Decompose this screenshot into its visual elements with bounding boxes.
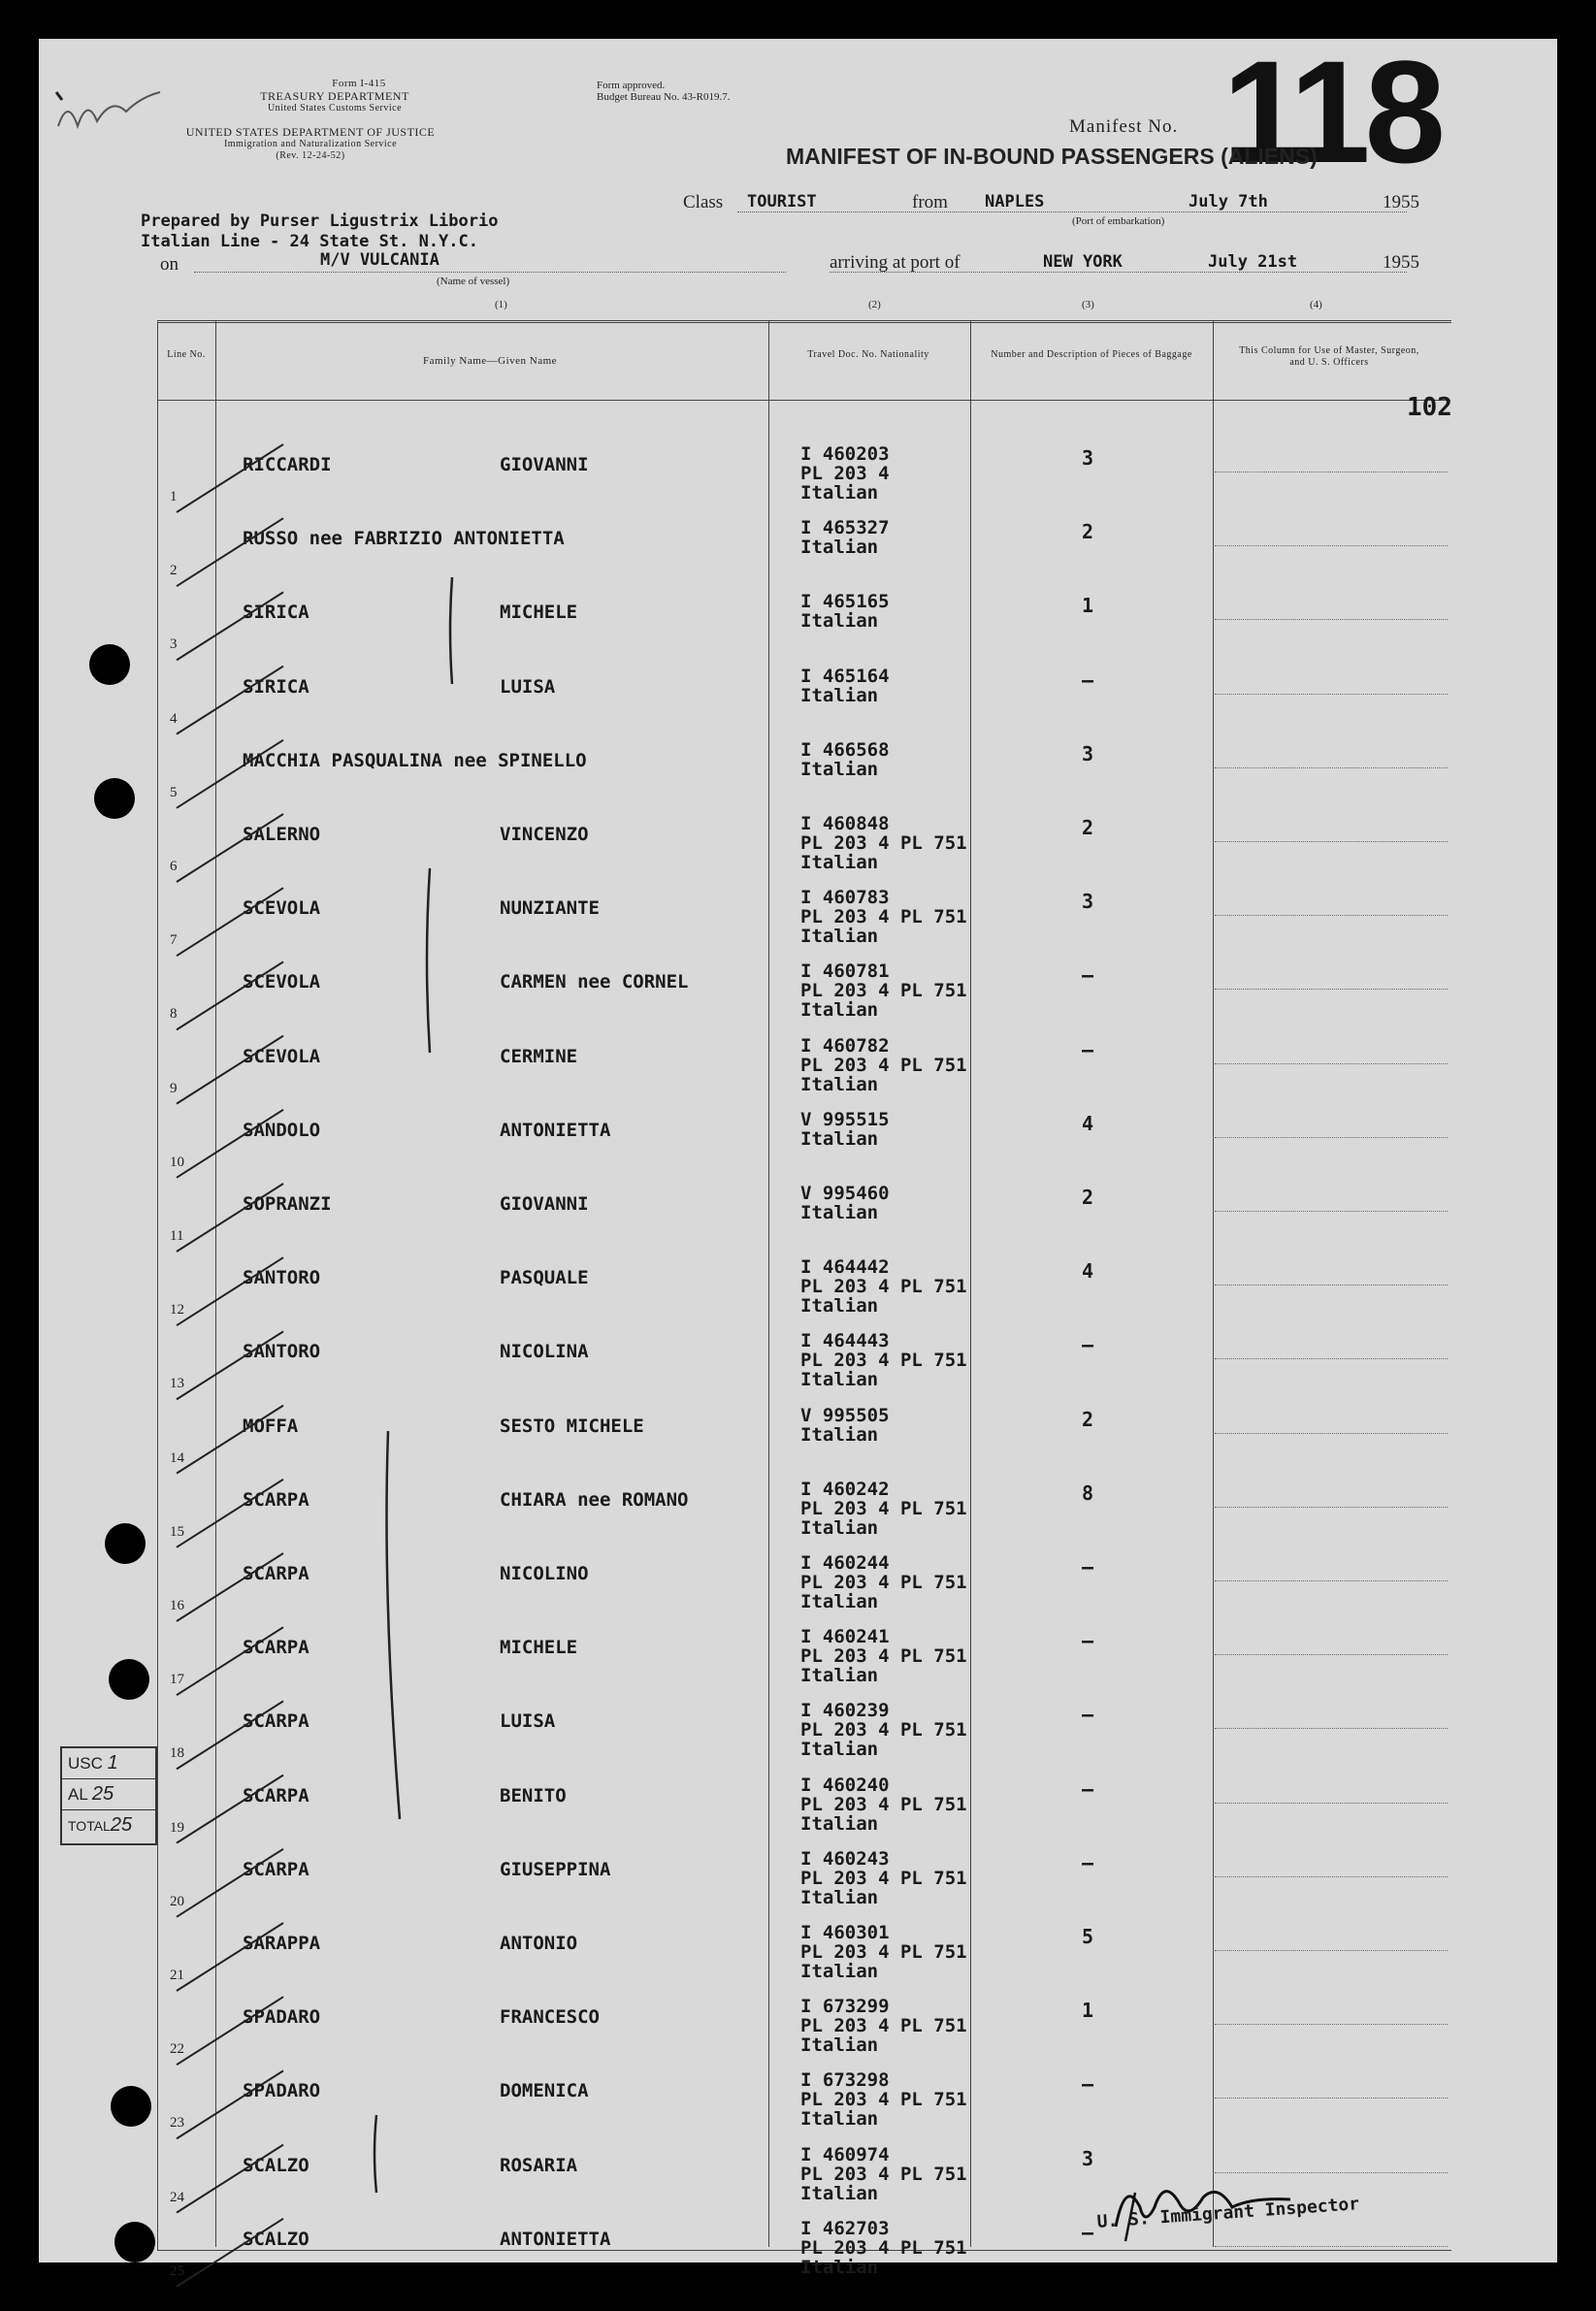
line-number: 13 (170, 1376, 184, 1392)
nationality: Italian (800, 1295, 879, 1318)
travel-doc-number: I 465164 (800, 665, 890, 687)
travel-doc-ref: PL 203 4 (800, 463, 890, 484)
check-mark (177, 2145, 283, 2213)
passenger-family-name: MOFFA (243, 1415, 299, 1437)
baggage-count: 3 (1082, 2146, 1094, 2170)
passenger-full-name: MACCHIA PASQUALINA nee SPINELLO (243, 749, 587, 771)
passenger-family-name: SCARPA (243, 1858, 309, 1880)
travel-doc-number: I 460239 (800, 1700, 890, 1722)
nationality: Italian (800, 1739, 879, 1761)
vessel-name: M/V VULCANIA (320, 250, 440, 270)
line-number: 11 (170, 1228, 184, 1244)
passenger-given-name: SESTO MICHELE (500, 1415, 644, 1437)
passenger-given-name: ANTONIETTA (500, 2228, 611, 2250)
check-mark (177, 961, 283, 1029)
passenger-family-name: SCALZO (243, 2154, 309, 2176)
travel-doc-number: V 995460 (800, 1183, 890, 1204)
line-number: 19 (170, 1819, 184, 1836)
passenger-family-name: SARAPPA (243, 1933, 321, 1954)
prepared-by: Prepared by Purser Ligustrix Liborio (141, 212, 499, 231)
passenger-given-name: LUISA (500, 675, 556, 698)
line-number: 7 (170, 932, 178, 949)
baggage-count: – (1082, 1629, 1094, 1653)
passenger-family-name: SCARPA (243, 1488, 309, 1511)
line-number: 12 (170, 1302, 184, 1318)
passenger-given-name: NICOLINO (500, 1563, 589, 1584)
from-value: NAPLES (985, 192, 1045, 212)
travel-doc-ref: PL 203 4 PL 751 (800, 906, 967, 928)
baggage-count: – (1082, 2220, 1094, 2244)
tally-total-label: TOTAL (68, 1818, 111, 1834)
column-header-travel-doc: Travel Doc. No. Nationality (807, 349, 929, 360)
nationality: Italian (800, 537, 879, 559)
check-mark (177, 1775, 283, 1843)
depart-date: July 7th (1189, 192, 1268, 212)
line-number: 3 (170, 636, 178, 653)
check-marks (39, 30, 1557, 2262)
travel-doc-number: I 466568 (800, 738, 890, 761)
line-number: 18 (170, 1745, 184, 1762)
baggage-count: 1 (1082, 1999, 1094, 2023)
check-mark (177, 740, 283, 808)
check-mark (177, 444, 283, 512)
check-mark (177, 1997, 283, 2065)
nationality: Italian (800, 1127, 879, 1150)
tally-total-value: 25 (110, 1814, 133, 1836)
baggage-count: 3 (1082, 741, 1094, 765)
prepared-address: Italian Line - 24 State St. N.Y.C. (141, 232, 478, 251)
arrival-port: NEW YORK (1043, 252, 1123, 272)
line-number: 9 (170, 1080, 178, 1096)
passenger-family-name: SANTORO (243, 1267, 321, 1289)
passenger-given-name: MICHELE (500, 602, 578, 624)
line-number: 20 (170, 1893, 184, 1909)
passenger-family-name: SCARPA (243, 1784, 309, 1806)
baggage-count: 3 (1082, 890, 1094, 914)
check-mark (177, 888, 283, 956)
arriving-label: arriving at port of (830, 252, 961, 273)
travel-doc-ref: PL 203 4 PL 751 (800, 2089, 967, 2111)
nationality: Italian (800, 999, 879, 1022)
customs-service: United States Customs Service (267, 103, 403, 114)
col-number-4: (4) (1310, 299, 1322, 310)
travel-doc-ref: PL 203 4 PL 751 (800, 1867, 967, 1889)
nationality: Italian (800, 610, 879, 633)
check-mark (177, 1701, 283, 1769)
line-number: 24 (170, 2189, 184, 2205)
baggage-count: 1 (1082, 594, 1094, 618)
baggage-count: 4 (1082, 1259, 1094, 1284)
line-number: 21 (170, 1968, 184, 1983)
passenger-family-name: RICCARDI (243, 454, 332, 475)
passenger-family-name: SCARPA (243, 1710, 309, 1733)
manifest-label: Manifest No. (1069, 116, 1179, 137)
passenger-family-name: SCEVOLA (243, 1045, 321, 1067)
travel-doc-ref: PL 203 4 PL 751 (800, 1719, 967, 1741)
passenger-given-name: MICHELE (500, 1637, 578, 1659)
passenger-given-name: CARMEN nee CORNEL (500, 971, 689, 993)
line-number: 10 (170, 1154, 184, 1170)
baggage-count: 2 (1082, 520, 1094, 544)
arrival-year: 1955 (1383, 252, 1419, 273)
passenger-given-name: ROSARIA (500, 2154, 578, 2176)
travel-doc-number: I 464442 (800, 1256, 890, 1279)
passenger-given-name: GIOVANNI (500, 454, 589, 475)
tally-al-label: AL (68, 1785, 88, 1804)
travel-doc-number: I 460782 (800, 1034, 890, 1057)
nationality: Italian (800, 1369, 879, 1391)
travel-doc-number: I 460848 (800, 813, 890, 834)
tally-box (60, 1746, 157, 1845)
passenger-full-name: RUSSO nee FABRIZIO ANTONIETTA (243, 528, 565, 550)
passenger-family-name: SCEVOLA (243, 897, 321, 920)
passenger-given-name: GIUSEPPINA (500, 1858, 611, 1880)
nationality: Italian (800, 1591, 879, 1612)
travel-doc-ref: PL 203 4 PL 751 (800, 2015, 967, 2037)
signature-caption: U. S. Immigrant Inspector (1096, 2194, 1360, 2232)
baggage-count: 2 (1082, 1186, 1094, 1209)
tally-al (62, 1779, 155, 1810)
check-mark (177, 1110, 283, 1178)
nationality: Italian (800, 852, 879, 873)
passenger-given-name: ANTONIO (500, 1933, 578, 1954)
manifest-title: MANIFEST OF IN-BOUND PASSENGERS (ALIENS) (786, 144, 1318, 169)
passenger-family-name: SCEVOLA (243, 971, 321, 993)
arrival-date: July 21st (1208, 252, 1298, 272)
from-label: from (912, 192, 948, 212)
rev-date: (Rev. 12-24-52) (276, 150, 345, 161)
class-value: TOURIST (747, 192, 817, 212)
nationality: Italian (800, 758, 879, 780)
nationality: Italian (800, 684, 879, 706)
passenger-family-name: SIRICA (243, 675, 309, 698)
nationality: Italian (800, 1886, 879, 1908)
nationality: Italian (800, 1961, 879, 1982)
travel-doc-number: I 460974 (800, 2143, 890, 2165)
travel-doc-ref: PL 203 4 PL 751 (800, 1941, 967, 1963)
baggage-count: – (1082, 1555, 1094, 1579)
passenger-family-name: SCALZO (243, 2228, 309, 2250)
line-number: 5 (170, 784, 178, 800)
line-number: 15 (170, 1523, 184, 1540)
nationality: Italian (800, 2034, 879, 2057)
baggage-count: – (1082, 963, 1094, 988)
travel-doc-ref: PL 203 4 PL 751 (800, 1645, 967, 1668)
budget-bureau: Budget Bureau No. 43-R019.7. (597, 91, 731, 103)
check-mark (177, 592, 283, 660)
travel-doc-number: I 460241 (800, 1626, 890, 1648)
check-mark (177, 1480, 283, 1547)
form-approved: Form approved. (597, 80, 666, 91)
line-number: 6 (170, 859, 178, 874)
check-mark (177, 1036, 283, 1104)
check-mark (177, 814, 283, 882)
nationality: Italian (800, 1202, 879, 1223)
check-mark (177, 1406, 283, 1474)
port-caption: (Port of embarkation) (1072, 215, 1165, 227)
tally-usc-label: USC (68, 1754, 103, 1773)
passenger-given-name: FRANCESCO (500, 2006, 600, 2029)
form-number: Form I-415 (332, 78, 386, 89)
passenger-given-name: LUISA (500, 1710, 556, 1733)
nationality: Italian (800, 1665, 879, 1687)
nationality: Italian (800, 1073, 879, 1095)
passenger-given-name: DOMENICA (500, 2080, 589, 2102)
line-number: 2 (170, 563, 178, 579)
passenger-given-name: ANTONIETTA (500, 1119, 611, 1141)
travel-doc-number: I 460301 (800, 1922, 890, 1943)
check-mark (177, 518, 283, 586)
nationality: Italian (800, 482, 879, 504)
travel-doc-number: I 673299 (800, 1996, 890, 2018)
travel-doc-number: I 460243 (800, 1847, 890, 1870)
line-number: 1 (170, 489, 178, 505)
line-number: 23 (170, 2115, 184, 2132)
travel-doc-number: I 464443 (800, 1330, 890, 1352)
travel-doc-ref: PL 203 4 PL 751 (800, 832, 967, 854)
passenger-family-name: SANDOLO (243, 1119, 321, 1141)
baggage-count: – (1082, 1850, 1094, 1874)
tally-al-value: 25 (91, 1783, 114, 1805)
tally-usc-value: 1 (107, 1752, 118, 1774)
passenger-given-name: CERMINE (500, 1045, 578, 1067)
baggage-count: 4 (1082, 1111, 1094, 1135)
baggage-count: 2 (1082, 816, 1094, 839)
baggage-count: 8 (1082, 1481, 1094, 1505)
treasury-dept: TREASURY DEPARTMENT (260, 89, 409, 103)
baggage-count: 5 (1082, 1925, 1094, 1948)
check-mark (177, 1627, 283, 1695)
manifest-page (39, 30, 1557, 2279)
tally-total (62, 1810, 155, 1841)
check-mark (177, 1849, 283, 1917)
passenger-family-name: SOPRANZI (243, 1193, 332, 1215)
travel-doc-ref: PL 203 4 PL 751 (800, 1276, 967, 1298)
baggage-count: 3 (1082, 446, 1094, 470)
line-number: 8 (170, 1006, 178, 1023)
page-mark: 102 (1407, 393, 1452, 422)
travel-doc-number: V 995505 (800, 1404, 890, 1426)
baggage-count: – (1082, 667, 1094, 692)
nationality: Italian (800, 1516, 879, 1539)
line-number: 25 (170, 2262, 184, 2279)
baggage-count: – (1082, 1703, 1094, 1727)
passenger-given-name: NICOLINA (500, 1341, 589, 1363)
travel-doc-ref: PL 203 4 PL 751 (800, 1572, 967, 1593)
column-header-officers: This Column for Use of Master, Surgeon, and U. S. Officers (1239, 345, 1419, 368)
nationality: Italian (800, 1812, 879, 1835)
col-number-2: (2) (868, 299, 881, 310)
line-number: 22 (170, 2041, 184, 2058)
tally-usc (62, 1748, 155, 1779)
check-mark (177, 1553, 283, 1621)
class-label: Class (683, 192, 724, 212)
passenger-family-name: SALERNO (243, 824, 321, 845)
check-mark (177, 1184, 283, 1252)
travel-doc-ref: PL 203 4 PL 751 (800, 1350, 967, 1372)
travel-doc-ref: PL 203 4 PL 751 (800, 2163, 967, 2185)
col-number-1: (1) (495, 299, 507, 310)
check-mark (177, 2070, 283, 2138)
check-mark (177, 1257, 283, 1325)
nationality: Italian (800, 926, 879, 948)
passenger-family-name: SPADARO (243, 2006, 321, 2029)
check-mark (177, 667, 283, 734)
baggage-count: – (1082, 1333, 1094, 1357)
manifest-number: 118 (1222, 30, 1440, 193)
travel-doc-number: I 465165 (800, 591, 890, 613)
ins-label: Immigration and Naturalization Service (223, 139, 398, 149)
travel-doc-number: V 995515 (800, 1108, 890, 1130)
column-header-line: Line No. (167, 349, 206, 360)
passenger-family-name: SCARPA (243, 1563, 309, 1584)
column-header-baggage: Number and Description of Pieces of Baggage (991, 349, 1192, 360)
col-number-3: (3) (1082, 299, 1094, 310)
travel-doc-number: I 460244 (800, 1552, 890, 1574)
baggage-count: – (1082, 2072, 1094, 2097)
column-header-name: Family Name—Given Name (422, 355, 558, 367)
travel-doc-ref: PL 203 4 PL 751 (800, 1793, 967, 1815)
travel-doc-number: I 465327 (800, 517, 890, 539)
passenger-given-name: VINCENZO (500, 824, 589, 845)
nationality: Italian (800, 2256, 879, 2278)
travel-doc-number: I 460240 (800, 1774, 890, 1796)
travel-doc-ref: PL 203 4 PL 751 (800, 2236, 967, 2259)
nationality: Italian (800, 2182, 879, 2204)
passenger-family-name: SIRICA (243, 602, 309, 624)
travel-doc-ref: PL 203 4 PL 751 (800, 1497, 967, 1519)
travel-doc-ref: PL 203 4 PL 751 (800, 980, 967, 1002)
vessel-caption: (Name of vessel) (437, 276, 510, 287)
check-mark (177, 1331, 283, 1399)
travel-doc-ref: PL 203 4 PL 751 (800, 1054, 967, 1076)
nationality: Italian (800, 1423, 879, 1446)
depart-year: 1955 (1383, 192, 1419, 212)
on-label: on (160, 254, 179, 275)
passenger-family-name: SANTORO (243, 1341, 321, 1363)
passenger-family-name: SCARPA (243, 1637, 309, 1659)
travel-doc-number: I 460781 (800, 960, 890, 983)
justice-dept: UNITED STATES DEPARTMENT OF JUSTICE (185, 125, 436, 139)
passenger-given-name: GIOVANNI (500, 1193, 589, 1215)
line-number: 16 (170, 1598, 184, 1613)
travel-doc-number: I 462703 (800, 2217, 890, 2239)
check-mark (177, 1923, 283, 1991)
baggage-count: – (1082, 1037, 1094, 1061)
passenger-given-name: NUNZIANTE (500, 897, 600, 920)
travel-doc-number: I 460203 (800, 443, 890, 465)
travel-doc-number: I 673298 (800, 2069, 890, 2092)
line-number: 14 (170, 1449, 184, 1466)
travel-doc-number: I 460242 (800, 1478, 890, 1500)
travel-doc-number: I 460783 (800, 887, 890, 909)
line-number: 4 (170, 710, 178, 727)
passenger-given-name: PASQUALE (500, 1267, 589, 1289)
nationality: Italian (800, 2108, 879, 2131)
passenger-given-name: BENITO (500, 1784, 567, 1806)
baggage-count: 2 (1082, 1407, 1094, 1431)
passenger-given-name: CHIARA nee ROMANO (500, 1488, 689, 1511)
line-number: 17 (170, 1672, 184, 1688)
baggage-count: – (1082, 1776, 1094, 1801)
passenger-family-name: SPADARO (243, 2080, 321, 2102)
